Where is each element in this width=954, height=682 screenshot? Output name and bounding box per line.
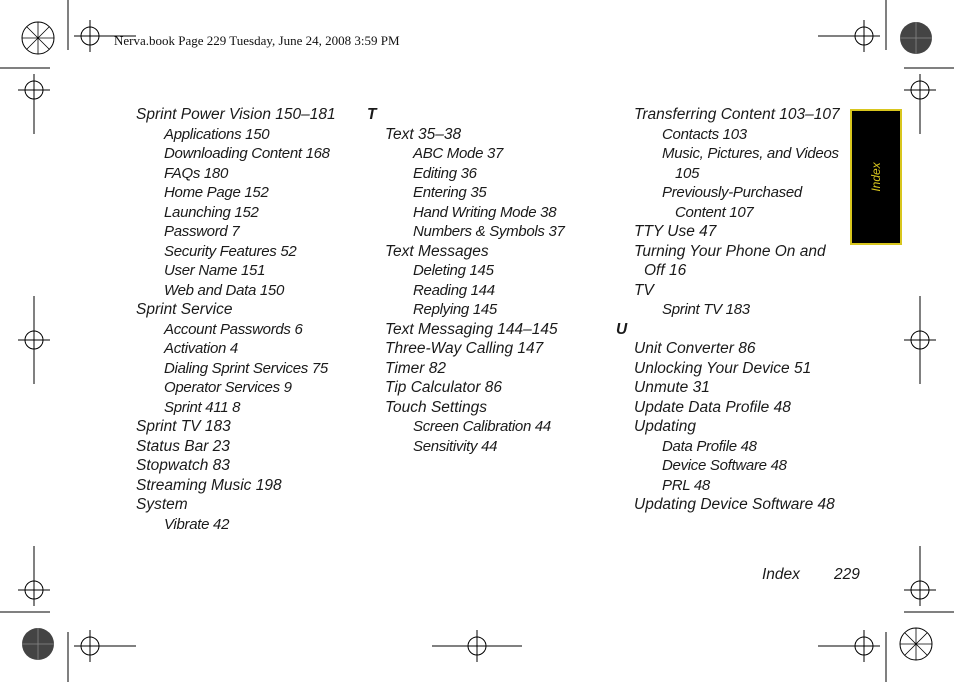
index-column-2: [367, 105, 565, 456]
index-tab: [850, 109, 902, 245]
index-entry: Web and Data 150: [164, 281, 285, 299]
index-entry: Off 16: [644, 262, 687, 279]
index-entry: Sprint TV 183: [662, 301, 750, 318]
index-entry: Editing 36: [413, 164, 477, 182]
index-entry: Transferring Content 103–107: [634, 106, 840, 123]
index-entry: Security Features 52: [164, 242, 297, 260]
index-entry: Unmute 31: [634, 379, 710, 396]
index-entry: 105: [675, 164, 700, 182]
index-entry: Data Profile 48: [662, 437, 757, 455]
index-entry: Three-Way Calling 147: [385, 340, 544, 357]
index-entry: Updating Device Software 48: [634, 496, 835, 513]
index-entry: ABC Mode 37: [413, 145, 504, 162]
index-entry: Sprint 411 8: [164, 398, 241, 416]
index-entry: Unit Converter 86: [634, 340, 756, 357]
index-entry: Deleting 145: [413, 262, 494, 279]
index-entry: FAQs 180: [164, 164, 229, 182]
index-entry: Account Passwords 6: [164, 320, 303, 338]
index-entry: Home Page 152: [164, 184, 269, 201]
index-entry: Timer 82: [385, 359, 447, 377]
index-entry: Hand Writing Mode 38: [413, 203, 557, 221]
index-letter-heading: T: [367, 106, 377, 123]
index-entry: Activation 4: [164, 340, 238, 357]
index-entry: Sprint Power Vision 150–181: [136, 106, 336, 123]
index-entry: Operator Services 9: [164, 379, 292, 396]
index-entry: Sprint Service: [136, 301, 233, 318]
index-entry: Streaming Music 198: [136, 476, 282, 494]
print-header: Nerva.book Page 229 Tuesday, June 24, 2008 3:59 PM: [114, 33, 400, 48]
index-entry: Text 35–38: [385, 125, 462, 143]
index-entry: Launching 152: [164, 203, 259, 221]
index-entry: Applications 150: [164, 125, 270, 143]
index-entry: Text Messages: [385, 242, 489, 260]
footer-page-number: 229: [834, 566, 860, 583]
index-entry: Touch Settings: [385, 398, 487, 416]
index-entry: Music, Pictures, and Videos: [662, 145, 839, 162]
index-tab-label: Index: [869, 162, 883, 192]
index-entry: Reading 144: [413, 281, 495, 299]
index-entry: Numbers & Symbols 37: [413, 223, 565, 240]
index-entry: Turning Your Phone On and: [634, 242, 826, 260]
index-entry: Device Software 48: [662, 457, 787, 474]
index-entry: Previously-Purchased: [662, 184, 802, 201]
index-entry: Stopwatch 83: [136, 457, 230, 474]
index-entry: Text Messaging 144–145: [385, 320, 558, 338]
index-entry: Sprint TV 183: [136, 418, 231, 435]
index-entry: TTY Use 47: [634, 223, 717, 240]
index-column-3: [616, 105, 840, 515]
footer-section: Index: [762, 566, 800, 583]
index-entry: Vibrate 42: [164, 515, 230, 533]
index-entry: Password 7: [164, 223, 240, 240]
index-entry: TV: [634, 281, 654, 299]
index-entry: Downloading Content 168: [164, 145, 330, 162]
index-entry: Dialing Sprint Services 75: [164, 359, 328, 377]
index-entry: Status Bar 23: [136, 437, 230, 455]
index-entry: Contacts 103: [662, 125, 747, 143]
index-letter-heading: U: [616, 320, 628, 338]
index-entry: Sensitivity 44: [413, 437, 498, 455]
index-entry: Unlocking Your Device 51: [634, 359, 812, 377]
index-entry: Screen Calibration 44: [413, 418, 551, 435]
index-entry: Replying 145: [413, 301, 497, 318]
index-entry: PRL 48: [662, 476, 710, 494]
index-entry: Update Data Profile 48: [634, 398, 791, 416]
index-entry: User Name 151: [164, 262, 266, 279]
index-entry: Content 107: [675, 203, 754, 221]
index-entry: Tip Calculator 86: [385, 379, 503, 396]
index-entry: System: [136, 496, 188, 513]
index-entry: Entering 35: [413, 184, 487, 201]
index-column-1: [136, 105, 336, 534]
index-entry: Updating: [634, 418, 697, 435]
